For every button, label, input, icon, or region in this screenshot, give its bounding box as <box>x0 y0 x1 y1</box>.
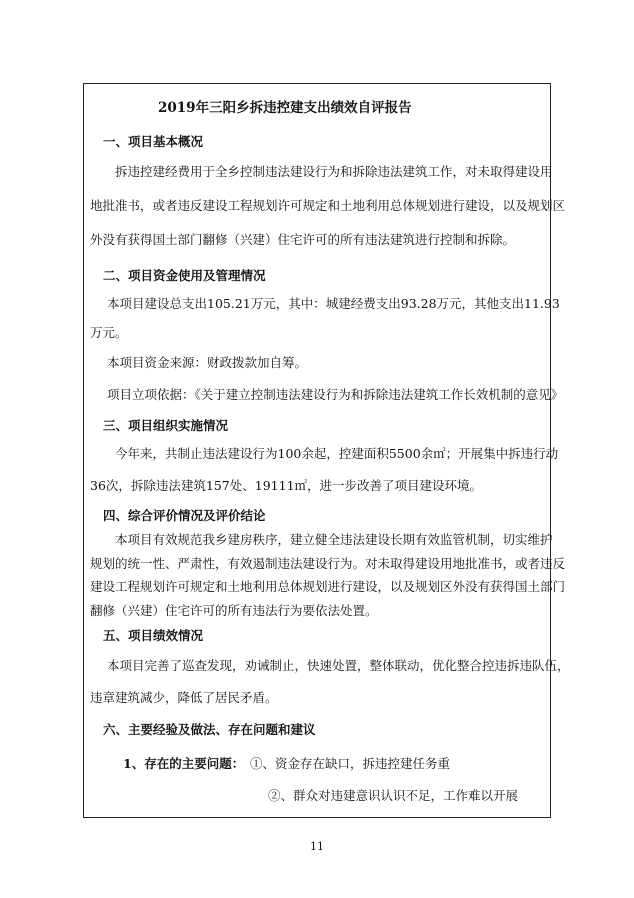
section-5-line-1: 本项目完善了巡查发现，劝诫制止，快速处置，整体联动，优化整合控违拆违队伍， <box>107 658 570 673</box>
section-3-heading: 三、项目组织实施情况 <box>103 418 229 433</box>
section-2-line-4: 项目立项依据：《关于建立控制违法建设行为和拆除违法建筑工作长效机制的意见》 <box>107 387 564 402</box>
section-2-line-2: 万元。 <box>90 325 128 340</box>
section-4-line-3: 建设工程规划许可规定和土地利用总体规划进行建设，以及规划区外没有获得国土部门 <box>90 579 566 594</box>
section-5-line-2: 违章建筑减少，降低了居民矛盾。 <box>90 690 278 705</box>
report-title: 2019年三阳乡拆违控建支出绩效自评报告 <box>158 100 412 116</box>
section-1-heading: 一、项目基本概况 <box>103 134 204 149</box>
section-1-line-3: 外没有获得国土部门翻修（兴建）住宅许可的所有违法建筑进行控制和拆除。 <box>90 232 516 247</box>
section-2-line-3: 本项目资金来源：财政拨款加自筹。 <box>107 355 308 370</box>
section-3-line-1: 今年来，共制止违法建设行为100余起，控建面积5500余㎡；开展集中拆违行动 <box>115 446 559 461</box>
section-4-line-1: 本项目有效规范我乡建房秩序，建立健全违法建设长期有效监管机制，切实维护 <box>115 532 553 547</box>
section-6-subheading: 1、存在的主要问题： <box>123 756 245 771</box>
section-2-line-1: 本项目建设总支出105.21万元，其中：城建经费支出93.28万元，其他支出11.93 <box>107 296 560 311</box>
section-4-line-4: 翻修（兴建）住宅许可的所有违法行为要依法处置。 <box>90 603 378 618</box>
page-number: 11 <box>310 840 324 853</box>
section-4-heading: 四、综合评价情况及评价结论 <box>103 508 266 523</box>
section-1-line-2: 地批准书，或者违反建设工程规划许可规定和土地利用总体规划进行建设，以及规划区 <box>90 198 566 213</box>
issue-item-1: ①、资金存在缺口，拆违控建任务重 <box>250 756 451 771</box>
section-3-line-2: 36次，拆除违法建筑157处、19111㎡，进一步改善了项目建设环境。 <box>90 478 483 493</box>
section-4-line-2: 规划的统一性、严肃性，有效遏制违法建设行为。对未取得建设用地批准书，或者违反 <box>90 556 566 571</box>
section-6-heading: 六、主要经验及做法、存在问题和建议 <box>103 722 316 737</box>
section-1-line-1: 拆违控建经费用于全乡控制违法建设行为和拆除违法建筑工作，对未取得建设用 <box>115 164 553 179</box>
issue-item-2: ②、群众对违建意识认识不足，工作难以开展 <box>268 788 519 803</box>
section-2-heading: 二、项目资金使用及管理情况 <box>103 268 266 283</box>
section-5-heading: 五、项目绩效情况 <box>103 628 204 643</box>
